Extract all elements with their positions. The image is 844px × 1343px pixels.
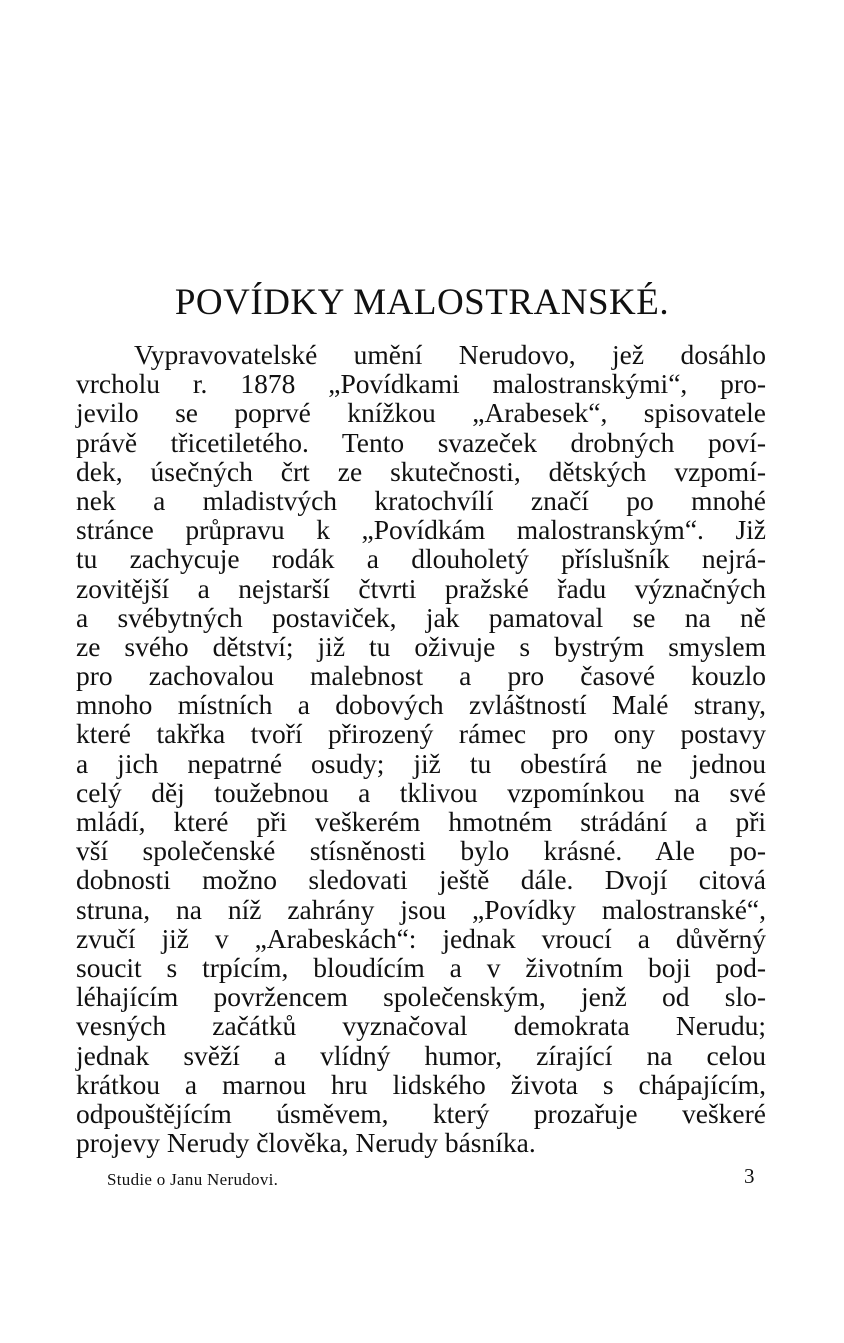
text-line: projevy Nerudy člověka, Nerudy básníka. xyxy=(76,1127,536,1159)
chapter-title: POVÍDKY MALOSTRANSKÉ. xyxy=(174,282,670,323)
text-line: odpouštějícím úsměvem, který prozařuje veškeré xyxy=(76,1097,766,1129)
text-line: celý děj toužebnou a tklivou vzpomínkou na své xyxy=(76,776,766,808)
text-line: soucit s trpícím, bloudícím a v životním boji pod- xyxy=(76,951,766,983)
text-line: vší společenské stísněnosti bylo krásné. Ale po- xyxy=(76,835,766,867)
page-number: 3 xyxy=(744,1164,755,1188)
text-line: Vypravovatelské umění Nerudovo, jež dosáhlo xyxy=(134,339,766,370)
footer-signature: Studie o Janu Nerudovi. xyxy=(107,1170,279,1189)
text-line: mnoho místních a dobových zvláštností Malé strany, xyxy=(76,689,766,721)
text-line: jevilo se poprvé knížkou „Arabesek“, spisovatele xyxy=(76,397,766,429)
text-line: stránce průpravu k „Povídkám malostranským“. Již xyxy=(76,514,766,546)
text-line: vrcholu r. 1878 „Povídkami malostranskými“, pro- xyxy=(76,368,766,400)
text-line: ze svého dětství; již tu oživuje s bystrým smyslem xyxy=(76,630,766,662)
text-line: struna, na níž zahrány jsou „Povídky malostranské“, xyxy=(76,893,766,925)
body-paragraph xyxy=(76,340,766,1157)
text-line: jednak svěží a vlídný humor, zírající na celou xyxy=(76,1039,766,1071)
text-line: které takřka tvoří přirozený rámec pro ony postavy xyxy=(76,718,766,750)
text-line: nek a mladistvých kratochvílí značí po mnohé xyxy=(76,484,766,516)
text-line: pro zachovalou malebnost a pro časové kouzlo xyxy=(76,660,766,692)
text-line: a svébytných postaviček, jak pamatoval se na ně xyxy=(76,601,766,633)
text-line: dobnosti možno sledovati ještě dále. Dvojí citová xyxy=(76,864,766,896)
text-line: a jich nepatrné osudy; již tu obestírá ne jednou xyxy=(76,747,766,779)
text-line: dek, úsečných črt ze skutečnosti, dětských vzpomí- xyxy=(76,455,766,487)
text-line: vesných začátků vyznačoval demokrata Nerudu; xyxy=(76,1010,766,1042)
text-line: mládí, které při veškerém hmotném strádání a při xyxy=(76,806,766,837)
text-line: tu zachycuje rodák a dlouholetý příslušník nejrá- xyxy=(76,543,766,575)
text-line: právě třicetiletého. Tento svazeček drobných poví- xyxy=(76,426,766,458)
text-line: léhajícím povržencem společenským, jenž od slo- xyxy=(76,981,766,1013)
text-line: zvučí již v „Arabeskách“: jednak vroucí a důvěrný xyxy=(76,922,766,954)
text-line: zovitější a nejstarší čtvrti pražské řadu význačných xyxy=(76,572,766,604)
text-line: krátkou a marnou hru lidského života s chápajícím, xyxy=(76,1068,766,1100)
